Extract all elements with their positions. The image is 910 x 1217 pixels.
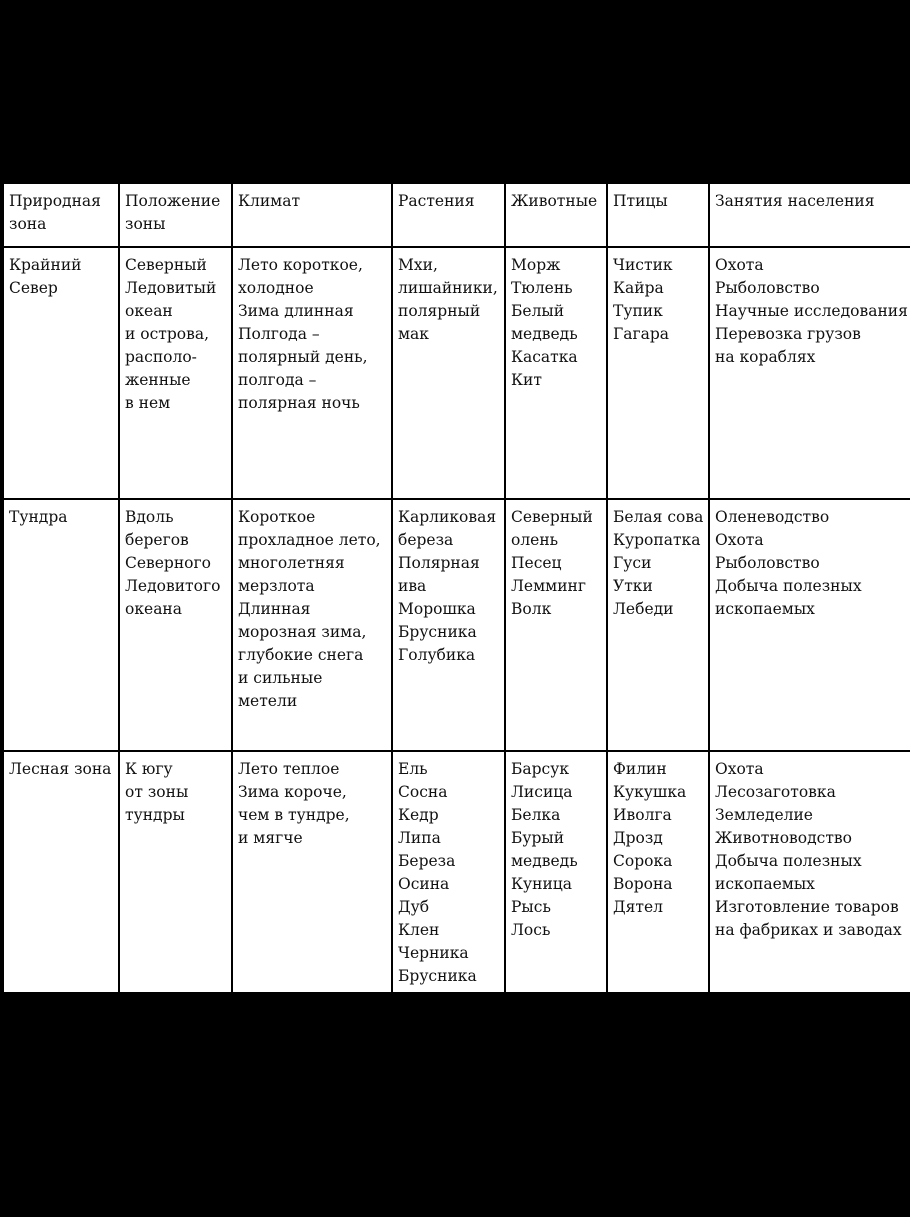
cell-line: Лето теплое xyxy=(238,760,340,778)
table-row-far-north xyxy=(3,247,910,499)
cell-birds xyxy=(607,247,709,499)
cell-line: Барсук xyxy=(511,760,570,778)
cell-line: холодное xyxy=(238,279,314,297)
cell-line: Северный xyxy=(511,508,593,526)
cell-line: Бурый xyxy=(511,829,565,847)
cell-line: Ледовитый xyxy=(125,279,217,297)
cell-line: Ель xyxy=(398,760,428,778)
cell-occupations xyxy=(709,751,910,993)
cell-plants xyxy=(392,499,505,751)
cell-line: и острова, xyxy=(125,325,209,343)
cell-line: Лось xyxy=(511,921,551,939)
cell-line: Лесная зона xyxy=(9,760,112,778)
cell-line: полярный xyxy=(398,302,481,320)
cell-line: Лисица xyxy=(511,783,573,801)
cell-birds xyxy=(607,751,709,993)
cell-line: женные xyxy=(125,371,191,389)
cell-climate xyxy=(232,751,392,993)
cell-line: Охота xyxy=(715,531,764,549)
cell-position xyxy=(119,247,232,499)
cell-animals xyxy=(505,247,607,499)
cell-line: океан xyxy=(125,302,173,320)
cell-line: ископаемых xyxy=(715,600,815,618)
cell-birds xyxy=(607,499,709,751)
cell-line: Филин xyxy=(613,760,667,778)
header-cell xyxy=(505,183,607,247)
cell-line: Белка xyxy=(511,806,561,824)
cell-line: и мягче xyxy=(238,829,303,847)
header-position xyxy=(125,190,227,236)
cell-occupations xyxy=(709,499,910,751)
cell-line: морозная зима, xyxy=(238,623,367,641)
cell-line: Карликовая xyxy=(398,508,497,526)
header-occupations xyxy=(715,190,906,213)
header-birds xyxy=(613,190,704,213)
cell-line: Вдоль xyxy=(125,508,174,526)
cell-line: Лебеди xyxy=(613,600,674,618)
cell-line: Изготовление товаров xyxy=(715,898,899,916)
cell-line: Брусника xyxy=(398,967,477,985)
cell-position xyxy=(119,499,232,751)
header-cell xyxy=(607,183,709,247)
natural-zones-table xyxy=(2,182,910,994)
cell-line: Клен xyxy=(398,921,440,939)
cell-line: Куница xyxy=(511,875,572,893)
cell-position xyxy=(119,751,232,993)
cell-line: Рыболовство xyxy=(715,554,820,572)
cell-line: Утки xyxy=(613,577,653,595)
cell-line: Черника xyxy=(398,944,469,962)
cell-line: Осина xyxy=(398,875,450,893)
cell-line: чем в тундре, xyxy=(238,806,350,824)
cell-line: Животноводство xyxy=(715,829,852,847)
cell-line: К югу xyxy=(125,760,173,778)
cell-line: Полгода – xyxy=(238,325,320,343)
cell-line: Дуб xyxy=(398,898,430,916)
cell-line: Волк xyxy=(511,600,552,618)
cell-animals xyxy=(505,751,607,993)
cell-line: Тупик xyxy=(613,302,663,320)
cell-line: Песец xyxy=(511,554,562,572)
cell-line: Гагара xyxy=(613,325,670,343)
cell-line: Крайний xyxy=(9,256,82,274)
cell-line: Рыболовство xyxy=(715,279,820,297)
cell-line: Береза xyxy=(398,852,456,870)
cell-line: Куропатка xyxy=(613,531,701,549)
cell-line: Север xyxy=(9,279,58,297)
cell-line: ива xyxy=(398,577,427,595)
cell-line: Голубика xyxy=(398,646,476,664)
cell-zone xyxy=(3,499,119,751)
cell-line: Природная xyxy=(9,192,101,210)
cell-line: Зима короче, xyxy=(238,783,347,801)
cell-line: метели xyxy=(238,692,298,710)
cell-line: Белый xyxy=(511,302,565,320)
cell-line: Добыча полезных xyxy=(715,852,862,870)
cell-line: в нем xyxy=(125,394,171,412)
header-cell xyxy=(3,183,119,247)
cell-line: Зима длинная xyxy=(238,302,354,320)
table-row-tundra xyxy=(3,499,910,751)
cell-line: Тюлень xyxy=(511,279,573,297)
cell-line: мак xyxy=(398,325,429,343)
cell-animals xyxy=(505,499,607,751)
cell-line: Охота xyxy=(715,256,764,274)
cell-line: Брусника xyxy=(398,623,477,641)
cell-line: тундры xyxy=(125,806,185,824)
cell-zone xyxy=(3,247,119,499)
cell-line: Северный xyxy=(125,256,207,274)
cell-line: Сорока xyxy=(613,852,673,870)
cell-line: Климат xyxy=(238,192,301,210)
cell-line: медведь xyxy=(511,325,578,343)
header-zone xyxy=(9,190,114,236)
cell-plants xyxy=(392,247,505,499)
cell-line: Охота xyxy=(715,760,764,778)
cell-line: Оленеводство xyxy=(715,508,830,526)
header-cell xyxy=(232,183,392,247)
cell-line: Морж xyxy=(511,256,561,274)
table-row-forest-zone xyxy=(3,751,910,993)
cell-line: Касатка xyxy=(511,348,578,366)
cell-line: Земледелие xyxy=(715,806,813,824)
cell-line: Иволга xyxy=(613,806,672,824)
cell-occupations xyxy=(709,247,910,499)
cell-line: олень xyxy=(511,531,559,549)
cell-line: полярная ночь xyxy=(238,394,360,412)
cell-line: Белая сова xyxy=(613,508,704,526)
cell-line: Сосна xyxy=(398,783,448,801)
cell-line: Северного xyxy=(125,554,211,572)
cell-line: Положение xyxy=(125,192,221,210)
cell-line: Дятел xyxy=(613,898,663,916)
cell-line: Липа xyxy=(398,829,441,847)
cell-climate xyxy=(232,247,392,499)
cell-line: многолетняя xyxy=(238,554,345,572)
cell-line: Кедр xyxy=(398,806,439,824)
cell-line: зона xyxy=(9,215,47,233)
cell-line: Мхи, xyxy=(398,256,438,274)
cell-line: прохладное лето, xyxy=(238,531,381,549)
cell-line: Короткое xyxy=(238,508,316,526)
cell-line: Кукушка xyxy=(613,783,687,801)
header-cell xyxy=(119,183,232,247)
cell-line: ископаемых xyxy=(715,875,815,893)
header-climate xyxy=(238,190,387,213)
cell-line: Лемминг xyxy=(511,577,587,595)
cell-line: Животные xyxy=(511,192,598,210)
cell-line: Научные исследования xyxy=(715,302,908,320)
cell-line: Ледовитого xyxy=(125,577,221,595)
cell-line: океана xyxy=(125,600,183,618)
cell-line: Дрозд xyxy=(613,829,663,847)
header-row xyxy=(3,183,910,247)
cell-line: Занятия населения xyxy=(715,192,875,210)
cell-line: Лето короткое, xyxy=(238,256,363,274)
cell-line: Кит xyxy=(511,371,542,389)
cell-line: Чистик xyxy=(613,256,673,274)
cell-zone xyxy=(3,751,119,993)
header-plants xyxy=(398,190,500,213)
cell-line: береза xyxy=(398,531,454,549)
cell-line: на кораблях xyxy=(715,348,816,366)
cell-line: Кайра xyxy=(613,279,664,297)
cell-line: лишайники, xyxy=(398,279,498,297)
cell-climate xyxy=(232,499,392,751)
cell-line: глубокие снега xyxy=(238,646,364,664)
cell-line: Длинная xyxy=(238,600,311,618)
cell-line: Полярная xyxy=(398,554,480,572)
cell-line: Рысь xyxy=(511,898,551,916)
cell-line: медведь xyxy=(511,852,578,870)
cell-line: полярный день, xyxy=(238,348,368,366)
cell-line: Лесозаготовка xyxy=(715,783,836,801)
cell-line: Добыча полезных xyxy=(715,577,862,595)
cell-line: Перевозка грузов xyxy=(715,325,861,343)
cell-line: Гуси xyxy=(613,554,652,572)
cell-line: Птицы xyxy=(613,192,668,210)
cell-line: полгода – xyxy=(238,371,317,389)
header-animals xyxy=(511,190,602,213)
cell-line: и сильные xyxy=(238,669,323,687)
cell-line: Морошка xyxy=(398,600,476,618)
cell-line: зоны xyxy=(125,215,166,233)
cell-line: располо- xyxy=(125,348,197,366)
cell-line: берегов xyxy=(125,531,189,549)
cell-plants xyxy=(392,751,505,993)
header-cell xyxy=(392,183,505,247)
cell-line: от зоны xyxy=(125,783,189,801)
cell-line: Тундра xyxy=(9,508,68,526)
header-cell xyxy=(709,183,910,247)
cell-line: мерзлота xyxy=(238,577,315,595)
cell-line: на фабриках и заводах xyxy=(715,921,902,939)
cell-line: Ворона xyxy=(613,875,673,893)
cell-line: Растения xyxy=(398,192,475,210)
